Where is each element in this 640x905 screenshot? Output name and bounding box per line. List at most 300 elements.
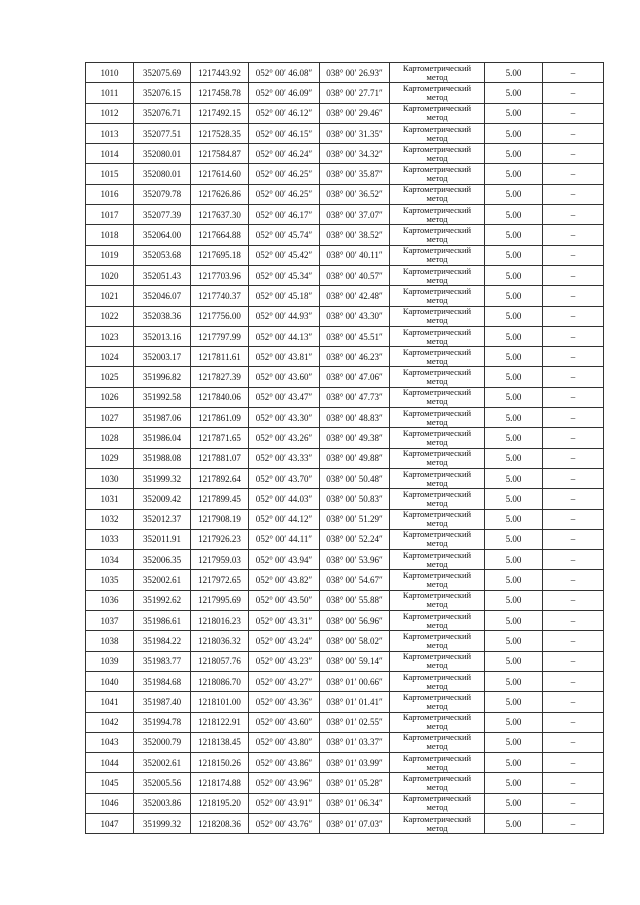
method-line: метод [426, 477, 448, 488]
precision-cell: 5.00 [485, 813, 543, 833]
x-coordinate-cell: 351984.22 [134, 631, 191, 651]
x-coordinate-cell: 352046.07 [134, 286, 191, 306]
point-number-cell: 1033 [86, 529, 134, 549]
latitude-cell: 052° 00′ 45.74″ [249, 225, 320, 245]
latitude-cell: 052° 00′ 43.24″ [249, 631, 320, 651]
latitude-cell: 052° 00′ 44.13″ [249, 326, 320, 346]
table-row [86, 509, 604, 529]
x-coordinate-cell: 352051.43 [134, 265, 191, 285]
note-cell: – [543, 529, 604, 549]
method-line: Картометрический [402, 468, 472, 479]
method-line: метод [426, 254, 448, 265]
precision-cell: 5.00 [485, 164, 543, 184]
method-line: Картометрический [402, 488, 472, 499]
table-row [86, 387, 604, 407]
precision-cell: 5.00 [485, 123, 543, 143]
method-line: Картометрический [402, 82, 472, 93]
table-row [86, 651, 604, 671]
latitude-cell: 052° 00′ 46.25″ [249, 184, 320, 204]
longitude-cell: 038° 00′ 27.71″ [320, 83, 390, 103]
point-number-cell: 1024 [86, 347, 134, 367]
longitude-cell: 038° 00′ 50.48″ [320, 468, 390, 488]
note-cell: – [543, 286, 604, 306]
method-line: Картометрический [402, 509, 472, 520]
x-coordinate-cell: 351999.32 [134, 468, 191, 488]
x-coordinate-cell: 352077.51 [134, 123, 191, 143]
table-row [86, 408, 604, 428]
x-coordinate-cell: 351987.06 [134, 408, 191, 428]
latitude-cell: 052° 00′ 43.26″ [249, 428, 320, 448]
precision-cell: 5.00 [485, 184, 543, 204]
note-cell: – [543, 103, 604, 123]
method-cell [390, 773, 485, 793]
note-cell: – [543, 611, 604, 631]
table-row [86, 671, 604, 691]
method-cell [390, 245, 485, 265]
y-coordinate-cell: 1218195.20 [191, 793, 249, 813]
point-number-cell: 1029 [86, 448, 134, 468]
latitude-cell: 052° 00′ 43.81″ [249, 347, 320, 367]
method-cell [390, 408, 485, 428]
longitude-cell: 038° 00′ 43.30″ [320, 306, 390, 326]
latitude-cell: 052° 00′ 46.25″ [249, 164, 320, 184]
method-cell [390, 225, 485, 245]
longitude-cell: 038° 01′ 03.99″ [320, 753, 390, 773]
precision-cell: 5.00 [485, 651, 543, 671]
y-coordinate-cell: 1217492.15 [191, 103, 249, 123]
method-cell [390, 611, 485, 631]
table-row [86, 611, 604, 631]
method-cell [390, 448, 485, 468]
method-cell [390, 550, 485, 570]
note-cell: – [543, 83, 604, 103]
point-number-cell: 1041 [86, 692, 134, 712]
method-line: Картометрический [402, 813, 472, 824]
x-coordinate-cell: 352075.69 [134, 63, 191, 83]
precision-cell: 5.00 [485, 631, 543, 651]
latitude-cell: 052° 00′ 43.70″ [249, 468, 320, 488]
precision-cell: 5.00 [485, 306, 543, 326]
longitude-cell: 038° 00′ 54.67″ [320, 570, 390, 590]
table-row [86, 550, 604, 570]
point-number-cell: 1044 [86, 753, 134, 773]
longitude-cell: 038° 00′ 58.02″ [320, 631, 390, 651]
x-coordinate-cell: 352076.15 [134, 83, 191, 103]
method-line: метод [426, 599, 448, 610]
precision-cell: 5.00 [485, 205, 543, 225]
precision-cell: 5.00 [485, 448, 543, 468]
method-line: Картометрический [402, 123, 472, 134]
longitude-cell: 038° 01′ 02.55″ [320, 712, 390, 732]
method-cell [390, 793, 485, 813]
x-coordinate-cell: 351994.78 [134, 712, 191, 732]
y-coordinate-cell: 1218150.26 [191, 753, 249, 773]
method-line: Картометрический [402, 326, 472, 337]
y-coordinate-cell: 1217892.64 [191, 468, 249, 488]
point-number-cell: 1011 [86, 83, 134, 103]
precision-cell: 5.00 [485, 63, 543, 83]
point-number-cell: 1018 [86, 225, 134, 245]
precision-cell: 5.00 [485, 529, 543, 549]
method-cell [390, 813, 485, 833]
y-coordinate-cell: 1217740.37 [191, 286, 249, 306]
method-line: метод [426, 761, 448, 772]
point-number-cell: 1043 [86, 732, 134, 752]
latitude-cell: 052° 00′ 46.17″ [249, 205, 320, 225]
point-number-cell: 1026 [86, 387, 134, 407]
method-line: метод [426, 721, 448, 732]
method-line: метод [426, 822, 448, 833]
precision-cell: 5.00 [485, 590, 543, 610]
longitude-cell: 038° 00′ 49.88″ [320, 448, 390, 468]
method-cell [390, 509, 485, 529]
longitude-cell: 038° 00′ 49.38″ [320, 428, 390, 448]
latitude-cell: 052° 00′ 43.60″ [249, 712, 320, 732]
x-coordinate-cell: 352079.78 [134, 184, 191, 204]
method-line: Картометрический [402, 671, 472, 682]
y-coordinate-cell: 1217926.23 [191, 529, 249, 549]
method-cell [390, 306, 485, 326]
method-cell [390, 712, 485, 732]
note-cell: – [543, 631, 604, 651]
x-coordinate-cell: 351992.62 [134, 590, 191, 610]
y-coordinate-cell: 1217972.65 [191, 570, 249, 590]
table-body [86, 63, 604, 834]
precision-cell: 5.00 [485, 793, 543, 813]
x-coordinate-cell: 352000.79 [134, 732, 191, 752]
method-cell [390, 651, 485, 671]
method-line: метод [426, 274, 448, 285]
point-number-cell: 1037 [86, 611, 134, 631]
table-row [86, 732, 604, 752]
note-cell: – [543, 509, 604, 529]
method-cell [390, 164, 485, 184]
method-line: метод [426, 558, 448, 569]
method-cell [390, 570, 485, 590]
note-cell: – [543, 387, 604, 407]
method-line: метод [426, 741, 448, 752]
latitude-cell: 052° 00′ 43.60″ [249, 367, 320, 387]
method-cell [390, 326, 485, 346]
table-row [86, 83, 604, 103]
method-line: Картометрический [402, 285, 472, 296]
x-coordinate-cell: 352077.39 [134, 205, 191, 225]
method-line: Картометрический [402, 712, 472, 723]
table-row [86, 245, 604, 265]
y-coordinate-cell: 1217840.06 [191, 387, 249, 407]
method-cell [390, 631, 485, 651]
method-cell [390, 753, 485, 773]
method-line: Картометрический [402, 143, 472, 154]
latitude-cell: 052° 00′ 43.86″ [249, 753, 320, 773]
longitude-cell: 038° 01′ 00.66″ [320, 671, 390, 691]
x-coordinate-cell: 352013.16 [134, 326, 191, 346]
point-number-cell: 1012 [86, 103, 134, 123]
precision-cell: 5.00 [485, 468, 543, 488]
longitude-cell: 038° 00′ 34.32″ [320, 144, 390, 164]
method-line: Картометрический [402, 752, 472, 763]
precision-cell: 5.00 [485, 570, 543, 590]
latitude-cell: 052° 00′ 43.80″ [249, 732, 320, 752]
latitude-cell: 052° 00′ 45.42″ [249, 245, 320, 265]
y-coordinate-cell: 1218057.76 [191, 651, 249, 671]
point-number-cell: 1042 [86, 712, 134, 732]
point-number-cell: 1038 [86, 631, 134, 651]
y-coordinate-cell: 1217899.45 [191, 489, 249, 509]
note-cell: – [543, 123, 604, 143]
longitude-cell: 038° 01′ 03.37″ [320, 732, 390, 752]
y-coordinate-cell: 1217959.03 [191, 550, 249, 570]
y-coordinate-cell: 1217626.86 [191, 184, 249, 204]
precision-cell: 5.00 [485, 550, 543, 570]
longitude-cell: 038° 01′ 05.28″ [320, 773, 390, 793]
x-coordinate-cell: 352009.42 [134, 489, 191, 509]
longitude-cell: 038° 00′ 52.24″ [320, 529, 390, 549]
method-cell [390, 468, 485, 488]
x-coordinate-cell: 352006.35 [134, 550, 191, 570]
method-line: метод [426, 193, 448, 204]
method-line: метод [426, 700, 448, 711]
precision-cell: 5.00 [485, 367, 543, 387]
method-cell [390, 428, 485, 448]
point-number-cell: 1014 [86, 144, 134, 164]
method-line: Картометрический [402, 732, 472, 743]
method-line: Картометрический [402, 367, 472, 378]
method-line: Картометрический [402, 590, 472, 601]
method-cell [390, 144, 485, 164]
x-coordinate-cell: 351999.32 [134, 813, 191, 833]
method-line: метод [426, 518, 448, 529]
method-line: метод [426, 802, 448, 813]
point-number-cell: 1016 [86, 184, 134, 204]
note-cell: – [543, 184, 604, 204]
table-row [86, 225, 604, 245]
precision-cell: 5.00 [485, 732, 543, 752]
latitude-cell: 052° 00′ 46.15″ [249, 123, 320, 143]
y-coordinate-cell: 1217664.88 [191, 225, 249, 245]
method-line: Картометрический [402, 62, 472, 73]
method-line: Картометрический [402, 691, 472, 702]
method-line: метод [426, 396, 448, 407]
method-line: Картометрический [402, 245, 472, 256]
note-cell: – [543, 448, 604, 468]
longitude-cell: 038° 00′ 45.51″ [320, 326, 390, 346]
x-coordinate-cell: 352080.01 [134, 144, 191, 164]
point-number-cell: 1031 [86, 489, 134, 509]
latitude-cell: 052° 00′ 43.94″ [249, 550, 320, 570]
method-line: Картометрический [402, 630, 472, 641]
x-coordinate-cell: 351986.61 [134, 611, 191, 631]
table-row [86, 286, 604, 306]
latitude-cell: 052° 00′ 43.27″ [249, 671, 320, 691]
method-cell [390, 123, 485, 143]
note-cell: – [543, 164, 604, 184]
method-line: Картометрический [402, 427, 472, 438]
x-coordinate-cell: 352005.56 [134, 773, 191, 793]
x-coordinate-cell: 352011.91 [134, 529, 191, 549]
x-coordinate-cell: 352038.36 [134, 306, 191, 326]
note-cell: – [543, 753, 604, 773]
longitude-cell: 038° 00′ 31.35″ [320, 123, 390, 143]
point-number-cell: 1046 [86, 793, 134, 813]
table-row [86, 164, 604, 184]
latitude-cell: 052° 00′ 43.23″ [249, 651, 320, 671]
note-cell: – [543, 489, 604, 509]
latitude-cell: 052° 00′ 45.18″ [249, 286, 320, 306]
precision-cell: 5.00 [485, 753, 543, 773]
x-coordinate-cell: 351992.58 [134, 387, 191, 407]
table-row [86, 570, 604, 590]
table-row [86, 144, 604, 164]
precision-cell: 5.00 [485, 326, 543, 346]
method-line: метод [426, 782, 448, 793]
method-line: Картометрический [402, 346, 472, 357]
longitude-cell: 038° 00′ 51.29″ [320, 509, 390, 529]
point-number-cell: 1039 [86, 651, 134, 671]
note-cell: – [543, 326, 604, 346]
latitude-cell: 052° 00′ 44.03″ [249, 489, 320, 509]
y-coordinate-cell: 1218036.32 [191, 631, 249, 651]
longitude-cell: 038° 00′ 40.11″ [320, 245, 390, 265]
x-coordinate-cell: 351988.08 [134, 448, 191, 468]
latitude-cell: 052° 00′ 43.91″ [249, 793, 320, 813]
y-coordinate-cell: 1218016.23 [191, 611, 249, 631]
longitude-cell: 038° 00′ 35.87″ [320, 164, 390, 184]
method-cell [390, 387, 485, 407]
y-coordinate-cell: 1218208.36 [191, 813, 249, 833]
note-cell: – [543, 367, 604, 387]
point-number-cell: 1019 [86, 245, 134, 265]
x-coordinate-cell: 351987.40 [134, 692, 191, 712]
point-number-cell: 1022 [86, 306, 134, 326]
table-row [86, 468, 604, 488]
precision-cell: 5.00 [485, 225, 543, 245]
method-line: метод [426, 132, 448, 143]
table-row [86, 529, 604, 549]
x-coordinate-cell: 352002.61 [134, 753, 191, 773]
table-row [86, 692, 604, 712]
longitude-cell: 038° 00′ 38.52″ [320, 225, 390, 245]
point-number-cell: 1010 [86, 63, 134, 83]
method-cell [390, 347, 485, 367]
method-cell [390, 265, 485, 285]
method-line: Картометрический [402, 164, 472, 175]
longitude-cell: 038° 00′ 55.88″ [320, 590, 390, 610]
method-cell [390, 184, 485, 204]
latitude-cell: 052° 00′ 43.36″ [249, 692, 320, 712]
precision-cell: 5.00 [485, 103, 543, 123]
latitude-cell: 052° 00′ 45.34″ [249, 265, 320, 285]
longitude-cell: 038° 00′ 29.46″ [320, 103, 390, 123]
table-row [86, 184, 604, 204]
method-line: метод [426, 71, 448, 82]
method-line: Картометрический [402, 387, 472, 398]
method-line: Картометрический [402, 306, 472, 317]
y-coordinate-cell: 1217695.18 [191, 245, 249, 265]
method-line: метод [426, 680, 448, 691]
table-row [86, 631, 604, 651]
note-cell: – [543, 428, 604, 448]
method-cell [390, 529, 485, 549]
point-number-cell: 1047 [86, 813, 134, 833]
y-coordinate-cell: 1217756.00 [191, 306, 249, 326]
note-cell: – [543, 570, 604, 590]
x-coordinate-cell: 352012.37 [134, 509, 191, 529]
table-row [86, 813, 604, 833]
method-line: метод [426, 660, 448, 671]
point-number-cell: 1020 [86, 265, 134, 285]
table-row [86, 448, 604, 468]
note-cell: – [543, 265, 604, 285]
longitude-cell: 038° 00′ 37.07″ [320, 205, 390, 225]
x-coordinate-cell: 352003.17 [134, 347, 191, 367]
x-coordinate-cell: 352076.71 [134, 103, 191, 123]
note-cell: – [543, 245, 604, 265]
latitude-cell: 052° 00′ 46.08″ [249, 63, 320, 83]
method-line: метод [426, 112, 448, 123]
method-line: метод [426, 416, 448, 427]
method-line: Картометрический [402, 529, 472, 540]
point-number-cell: 1032 [86, 509, 134, 529]
point-number-cell: 1021 [86, 286, 134, 306]
y-coordinate-cell: 1217871.65 [191, 428, 249, 448]
latitude-cell: 052° 00′ 46.12″ [249, 103, 320, 123]
latitude-cell: 052° 00′ 44.11″ [249, 529, 320, 549]
note-cell: – [543, 144, 604, 164]
longitude-cell: 038° 01′ 07.03″ [320, 813, 390, 833]
coordinates-table [85, 62, 604, 834]
note-cell: – [543, 468, 604, 488]
precision-cell: 5.00 [485, 387, 543, 407]
precision-cell: 5.00 [485, 509, 543, 529]
point-number-cell: 1035 [86, 570, 134, 590]
longitude-cell: 038° 00′ 47.73″ [320, 387, 390, 407]
table-row [86, 306, 604, 326]
note-cell: – [543, 590, 604, 610]
table-row [86, 205, 604, 225]
point-number-cell: 1028 [86, 428, 134, 448]
note-cell: – [543, 205, 604, 225]
point-number-cell: 1036 [86, 590, 134, 610]
method-cell [390, 103, 485, 123]
precision-cell: 5.00 [485, 611, 543, 631]
y-coordinate-cell: 1217881.07 [191, 448, 249, 468]
y-coordinate-cell: 1217995.69 [191, 590, 249, 610]
latitude-cell: 052° 00′ 43.76″ [249, 813, 320, 833]
y-coordinate-cell: 1217861.09 [191, 408, 249, 428]
method-line: Картометрический [402, 407, 472, 418]
method-line: метод [426, 497, 448, 508]
method-line: метод [426, 213, 448, 224]
precision-cell: 5.00 [485, 489, 543, 509]
longitude-cell: 038° 00′ 42.48″ [320, 286, 390, 306]
table-row [86, 753, 604, 773]
latitude-cell: 052° 00′ 43.96″ [249, 773, 320, 793]
latitude-cell: 052° 00′ 46.24″ [249, 144, 320, 164]
note-cell: – [543, 692, 604, 712]
point-number-cell: 1013 [86, 123, 134, 143]
y-coordinate-cell: 1217458.78 [191, 83, 249, 103]
point-number-cell: 1025 [86, 367, 134, 387]
method-cell [390, 590, 485, 610]
method-line: Картометрический [402, 610, 472, 621]
precision-cell: 5.00 [485, 347, 543, 367]
x-coordinate-cell: 351996.82 [134, 367, 191, 387]
method-cell [390, 205, 485, 225]
longitude-cell: 038° 01′ 01.41″ [320, 692, 390, 712]
y-coordinate-cell: 1217614.60 [191, 164, 249, 184]
method-line: метод [426, 538, 448, 549]
